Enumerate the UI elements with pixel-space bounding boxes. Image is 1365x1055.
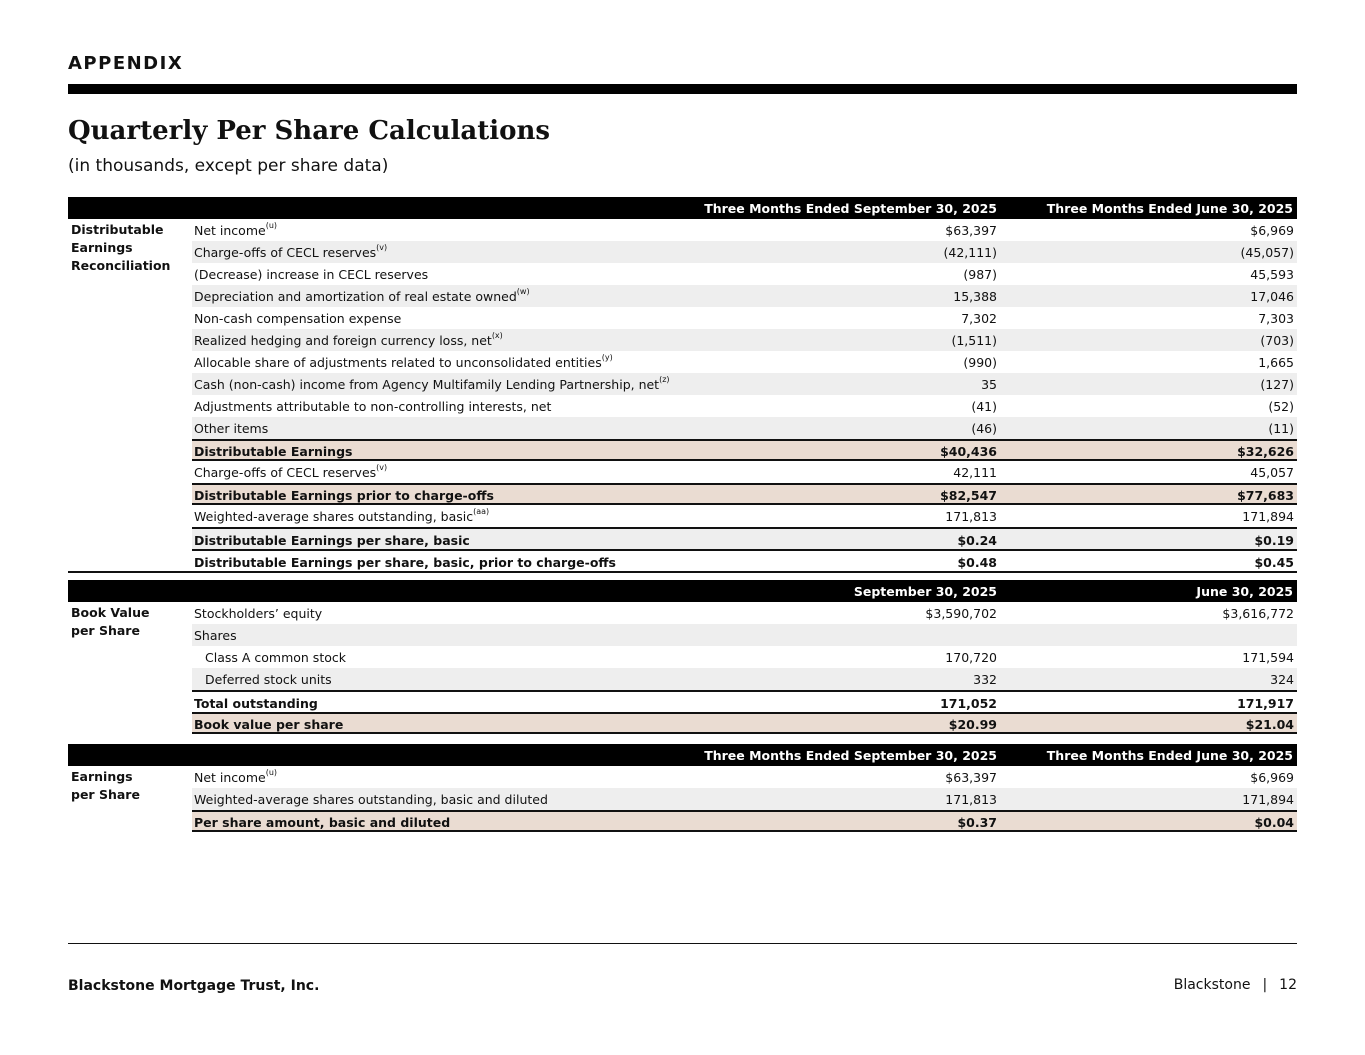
subtotal-row [192,712,1297,734]
table-bottom-rule [68,571,1297,573]
value-current: 171,813 [945,792,997,807]
earnings-per-share-table [68,744,1297,832]
value-current: (1,511) [951,333,997,348]
row-label: Allocable share of adjustments related to unconsolidated entities$^{(y)}$ [194,353,613,370]
row-label: Weighted-average shares outstanding, basic and diluted [194,792,548,807]
row-label: Per share amount, basic and diluted [194,815,451,830]
side-label-line: Earnings [71,769,133,784]
table-row [192,602,1297,624]
top-rule [68,84,1297,94]
table-row [192,668,1297,690]
table-row [192,241,1297,263]
footer-separator: | [1262,977,1268,993]
row-label: Weighted-average shares outstanding, basic$^{(aa)}$ [194,507,490,524]
table-row [192,395,1297,417]
footer-rule [68,943,1297,944]
value-current: (42,111) [943,245,997,260]
table-row [192,373,1297,395]
value-prior: (11) [1268,421,1294,436]
row-label: Charge-offs of CECL reserves$^{(v)}$ [194,463,388,480]
table-row [192,263,1297,285]
row-label: Distributable Earnings [194,444,353,459]
distributable-earnings-table [68,197,1297,573]
row-label: Distributable Earnings prior to charge-offs [194,488,494,503]
table-header [68,580,1297,602]
value-prior: 171,917 [1237,696,1294,711]
table-row [192,788,1297,810]
row-label: Cash (non-cash) income from Agency Multifamily Lending Partnership, net$^{(z)}$ [194,375,670,392]
side-label-line: Distributable [71,222,164,237]
side-label [71,768,189,804]
brand-name: Blackstone [1173,977,1251,993]
table-row [192,351,1297,373]
value-prior: $77,683 [1237,488,1294,503]
side-label-line: per Share [71,787,140,802]
table-row [192,307,1297,329]
row-label: Distributable Earnings per share, basic [194,533,470,548]
page-title: Quarterly Per Share Calculations [68,116,550,146]
row-label: Realized hedging and foreign currency loss, net$^{(x)}$ [194,331,503,348]
value-current: $20.99 [948,717,997,732]
table-row [192,766,1297,788]
table-row [192,219,1297,241]
total-row [192,549,1297,571]
column-header-prior: Three Months Ended June 30, 2025 [1046,201,1293,216]
side-label-line: per Share [71,623,140,638]
total-row [192,690,1297,712]
value-prior: (127) [1260,377,1294,392]
value-current: 171,813 [945,509,997,524]
value-current: 35 [981,377,997,392]
value-current: (990) [963,355,997,370]
table-row [192,505,1297,527]
value-prior: $21.04 [1245,717,1294,732]
row-label: Depreciation and amortization of real estate owned$^{(w)}$ [194,287,530,304]
column-header-current: Three Months Ended September 30, 2025 [704,201,997,216]
value-current: $0.37 [957,815,997,830]
column-header-current: September 30, 2025 [853,584,997,599]
column-header-prior: June 30, 2025 [1196,584,1293,599]
value-prior: $6,969 [1250,770,1294,785]
table-row [192,646,1297,668]
value-current: (987) [963,267,997,282]
value-current: $40,436 [940,444,997,459]
value-current: 170,720 [945,650,997,665]
value-current: $0.48 [957,555,997,570]
value-current: $3,590,702 [925,606,997,621]
value-current: (46) [971,421,997,436]
table-row [192,624,1297,646]
value-prior: 171,594 [1242,650,1294,665]
footer-brand [1174,977,1297,993]
value-current: 332 [973,672,997,687]
value-current: $82,547 [940,488,997,503]
row-label: Book value per share [194,717,344,732]
table-header [68,744,1297,766]
value-prior: (52) [1268,399,1294,414]
value-prior: 45,593 [1250,267,1294,282]
table-row [192,417,1297,439]
subtotal-row [192,439,1297,461]
side-label-line: Reconciliation [71,258,171,273]
row-label: Adjustments attributable to non-controlling interests, net [194,399,552,414]
side-label [71,604,189,640]
value-prior: (45,057) [1240,245,1294,260]
row-label: Charge-offs of CECL reserves$^{(v)}$ [194,243,388,260]
row-label: Stockholders’ equity [194,606,323,621]
table-row [192,285,1297,307]
value-prior: $0.04 [1254,815,1294,830]
table-row [192,461,1297,483]
page-number: 12 [1279,977,1297,993]
page-subtitle: (in thousands, except per share data) [68,156,389,176]
value-prior: 324 [1270,672,1294,687]
table-row [192,329,1297,351]
value-prior: 1,665 [1258,355,1294,370]
value-current: $63,397 [945,223,997,238]
value-prior: 171,894 [1242,509,1294,524]
value-prior: $6,969 [1250,223,1294,238]
side-label-line: Earnings [71,240,133,255]
value-current: 7,302 [961,311,997,326]
value-current: 15,388 [953,289,997,304]
subtotal-row [192,483,1297,505]
row-label: (Decrease) increase in CECL reserves [194,267,429,282]
row-label: Net income$^{(u)}$ [194,221,278,238]
table-header [68,197,1297,219]
total-row [192,527,1297,549]
row-label: Non-cash compensation expense [194,311,402,326]
column-header-prior: Three Months Ended June 30, 2025 [1046,748,1293,763]
value-prior: 7,303 [1258,311,1294,326]
row-label: Other items [194,421,269,436]
subtotal-row [192,810,1297,832]
value-prior: $0.45 [1254,555,1294,570]
value-prior: 17,046 [1250,289,1294,304]
section-label: APPENDIX [68,53,184,74]
row-label: Deferred stock units [205,672,332,687]
side-label [71,221,189,275]
value-prior: $0.19 [1254,533,1294,548]
row-label: Distributable Earnings per share, basic, prior to charge-offs [194,555,616,570]
value-prior: 171,894 [1242,792,1294,807]
value-prior: (703) [1260,333,1294,348]
company-name: Blackstone Mortgage Trust, Inc. [68,978,320,994]
value-prior: $3,616,772 [1222,606,1294,621]
value-current: $63,397 [945,770,997,785]
row-label: Shares [194,628,237,643]
value-current: $0.24 [957,533,997,548]
value-current: 171,052 [940,696,997,711]
row-label: Net income$^{(u)}$ [194,768,278,785]
value-prior: $32,626 [1237,444,1294,459]
column-header-current: Three Months Ended September 30, 2025 [704,748,997,763]
row-label: Total outstanding [194,696,318,711]
value-current: (41) [971,399,997,414]
book-value-table [68,580,1297,734]
value-current: 42,111 [953,465,997,480]
row-label: Class A common stock [205,650,346,665]
value-prior: 45,057 [1250,465,1294,480]
side-label-line: Book Value [71,605,150,620]
